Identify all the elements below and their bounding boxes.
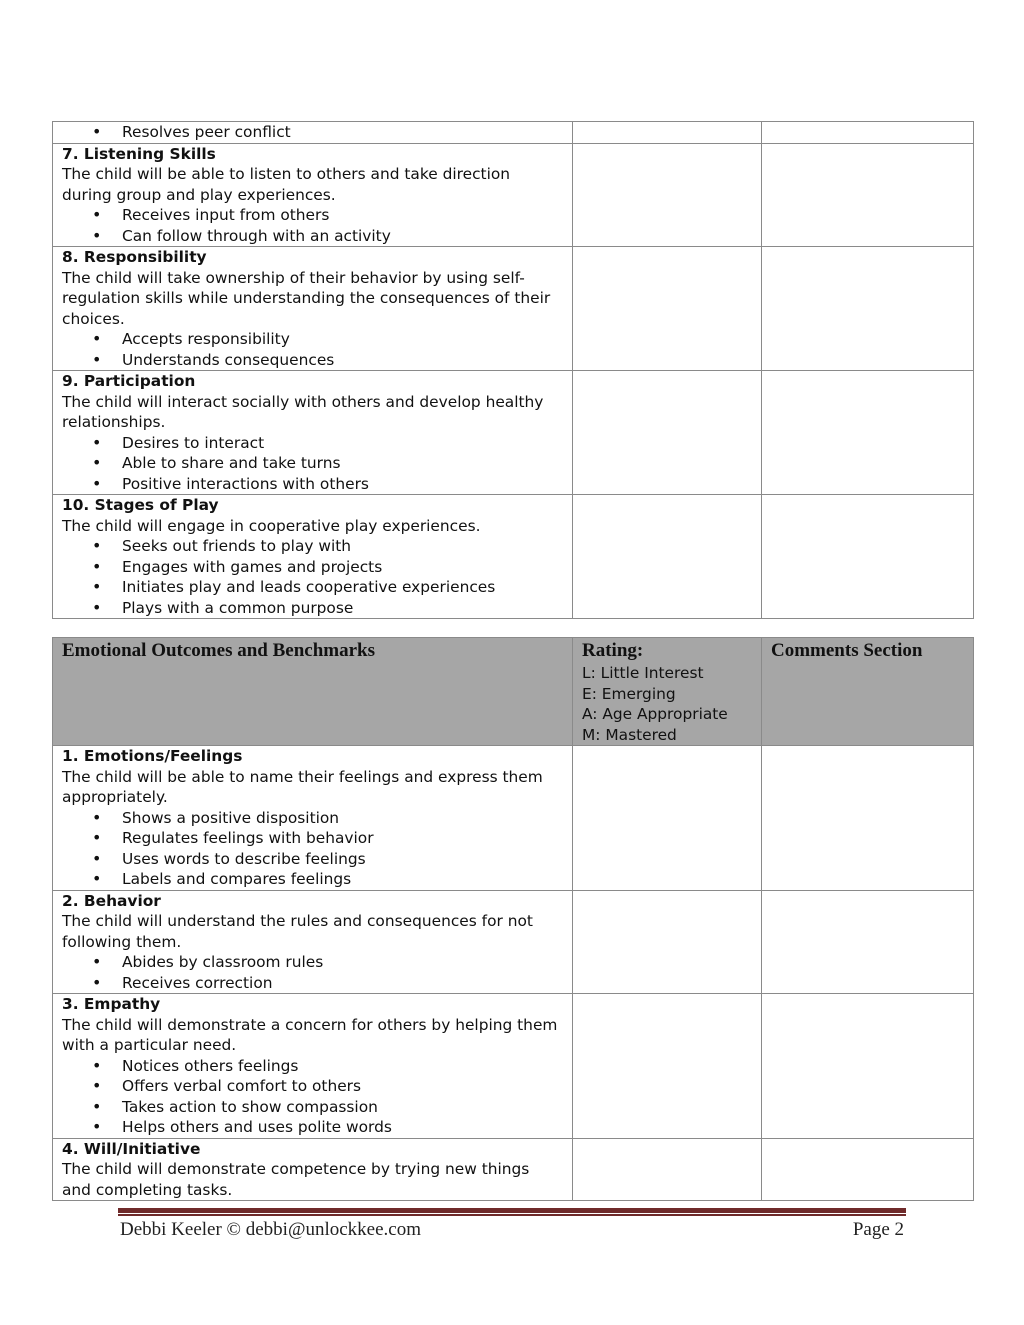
rating-legend-item: L: Little Interest [582, 664, 704, 682]
comments-cell[interactable] [762, 890, 974, 994]
footer-divider-thin [118, 1214, 906, 1216]
outcome-row [53, 890, 974, 994]
benchmark-item: • Plays with a common purpose [122, 598, 563, 619]
header-comments-title: Comments Section [771, 640, 923, 661]
outcome-row [53, 495, 974, 619]
outcome-row [53, 122, 974, 144]
benchmark-item: • Offers verbal comfort to others [122, 1076, 563, 1097]
benchmark-item: • Helps others and uses polite words [122, 1117, 563, 1138]
rating-cell[interactable] [573, 495, 762, 619]
rating-cell[interactable] [573, 122, 762, 144]
table-body [53, 122, 974, 619]
outcome-title: 9. Participation [62, 372, 196, 390]
comments-cell[interactable] [762, 247, 974, 371]
outcome-description: The child will demonstrate competence by trying new things and completing tasks. [62, 1160, 530, 1199]
outcome-description: The child will demonstrate a concern for others by helping them with a particular need. [62, 1015, 558, 1054]
outcome-cell [53, 247, 573, 371]
benchmark-list [62, 329, 563, 370]
outcome-cell [53, 994, 573, 1139]
benchmark-item: • Abides by classroom rules [122, 952, 563, 973]
header-rating-title: Rating: [582, 640, 644, 661]
benchmark-item: • Can follow through with an activity [122, 226, 563, 247]
benchmark-item: • Initiates play and leads cooperative experiences [122, 577, 563, 598]
header-comments-cell [762, 638, 974, 746]
outcome-title: 1. Emotions/Feelings [62, 747, 243, 765]
rating-cell[interactable] [573, 890, 762, 994]
outcome-row [53, 994, 974, 1139]
benchmark-item: • Seeks out friends to play with [122, 536, 563, 557]
rating-cell[interactable] [573, 371, 762, 495]
outcome-row [53, 746, 974, 891]
benchmark-item: • Labels and compares feelings [122, 869, 563, 890]
rating-cell[interactable] [573, 994, 762, 1139]
rating-legend-item: A: Age Appropriate [582, 705, 728, 723]
outcome-description: The child will understand the rules and consequences for not following them. [62, 912, 533, 951]
outcome-title: 4. Will/Initiative [62, 1139, 201, 1158]
outcome-cell [53, 890, 573, 994]
benchmark-item: • Accepts responsibility [122, 329, 563, 350]
outcome-description: The child will take ownership of their behavior by using self-regulation skills while understanding the consequences of their choices. [62, 268, 551, 328]
outcome-cell [53, 1138, 573, 1201]
benchmark-list [62, 122, 563, 143]
benchmark-item: • Positive interactions with others [122, 474, 563, 495]
benchmark-item: • Takes action to show compassion [122, 1097, 563, 1118]
comments-cell[interactable] [762, 746, 974, 891]
emotional-outcomes-table [52, 637, 974, 1201]
benchmark-item: • Notices others feelings [122, 1056, 563, 1077]
header-outcomes-cell [53, 638, 573, 746]
benchmark-item: • Receives correction [122, 973, 563, 994]
benchmark-list [62, 205, 563, 246]
benchmark-item: • Engages with games and projects [122, 557, 563, 578]
outcome-cell [53, 122, 573, 144]
table-header-row [53, 638, 974, 746]
social-outcomes-table-continued [52, 121, 974, 619]
footer-author: Debbi Keeler © debbi@unlockkee.com [120, 1219, 421, 1240]
comments-cell[interactable] [762, 122, 974, 144]
benchmark-item: • Receives input from others [122, 205, 563, 226]
outcome-title: 2. Behavior [62, 891, 161, 910]
header-outcomes-title: Emotional Outcomes and Benchmarks [62, 640, 375, 661]
table-body [53, 638, 974, 1201]
benchmark-list [62, 433, 563, 495]
outcome-row [53, 247, 974, 371]
outcome-row [53, 1138, 974, 1201]
outcome-row [53, 371, 974, 495]
header-rating-cell [573, 638, 762, 746]
outcome-cell [53, 143, 573, 247]
outcome-cell [53, 371, 573, 495]
rating-legend-item: M: Mastered [582, 725, 677, 744]
outcome-description: The child will be able to listen to others and take direction during group and play experiences. [62, 165, 511, 204]
outcome-description: The child will be able to name their feelings and express them appropriately. [62, 767, 543, 806]
benchmark-list [62, 808, 563, 890]
outcome-cell [53, 746, 573, 891]
outcome-title: 10. Stages of Play [62, 496, 219, 514]
outcome-cell [53, 495, 573, 619]
comments-cell[interactable] [762, 495, 974, 619]
comments-cell[interactable] [762, 371, 974, 495]
comments-cell[interactable] [762, 994, 974, 1139]
comments-cell[interactable] [762, 1138, 974, 1201]
footer-page-number: Page 2 [852, 1219, 904, 1240]
benchmark-item: • Resolves peer conflict [122, 122, 563, 143]
rating-cell[interactable] [573, 746, 762, 891]
rating-cell[interactable] [573, 247, 762, 371]
benchmark-list [62, 536, 563, 618]
benchmark-item: • Shows a positive disposition [122, 808, 563, 829]
benchmark-list [62, 1056, 563, 1138]
benchmark-item: • Desires to interact [122, 433, 563, 454]
outcome-title: 7. Listening Skills [62, 144, 216, 163]
benchmark-item: • Able to share and take turns [122, 453, 563, 474]
outcome-title: 8. Responsibility [62, 248, 207, 266]
outcome-title: 3. Empathy [62, 995, 161, 1013]
outcome-description: The child will interact socially with others and develop healthy relationships. [62, 392, 544, 431]
benchmark-item: • Regulates feelings with behavior [122, 828, 563, 849]
benchmark-item: • Understands consequences [122, 350, 563, 371]
footer-divider [118, 1208, 906, 1213]
benchmark-item: • Uses words to describe feelings [122, 849, 563, 870]
comments-cell[interactable] [762, 143, 974, 247]
rating-cell[interactable] [573, 143, 762, 247]
outcome-description: The child will engage in cooperative play experiences. [62, 516, 481, 535]
rating-legend-item: E: Emerging [582, 684, 676, 703]
benchmark-list [62, 952, 563, 993]
outcome-row [53, 143, 974, 247]
rating-cell[interactable] [573, 1138, 762, 1201]
